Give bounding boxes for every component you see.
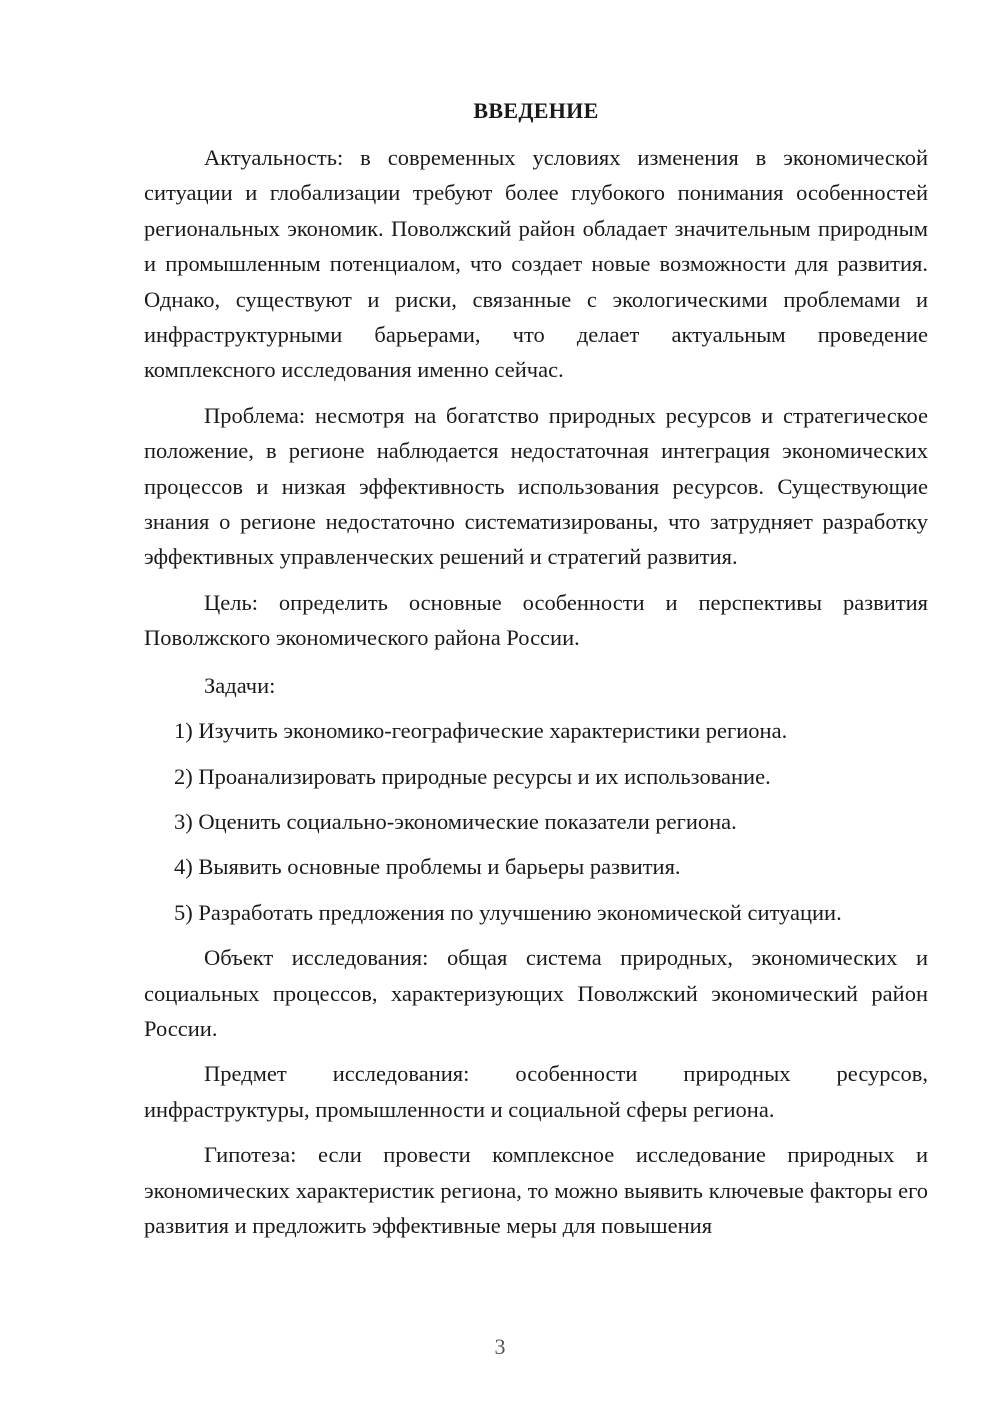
goal-paragraph: Цель: определить основные особенности и перспективы развития Поволжского экономического района России. <box>144 589 928 651</box>
list-item: 4) Выявить основные проблемы и барьеры развития. <box>174 854 681 880</box>
problem-paragraph: Проблема: несмотря на богатство природных ресурсов и стратегическое положение, в регионе наблюдается недостаточная интеграция экономических процессов и низкая эффективность использования ресурсов. Существующие знания о регионе недостаточно систематизированы, что затрудняет разработку эффективных управленческих решений и стратегий развития. <box>144 402 928 570</box>
list-item: 3) Оценить социально-экономические показатели региона. <box>174 808 737 834</box>
section-heading: ВВЕДЕНИЕ <box>473 98 599 123</box>
subject-paragraph: Предмет исследования: особенности природных ресурсов, инфраструктуры, промышленности и социальной сферы региона. <box>144 1061 928 1122</box>
list-item: 5) Разработать предложения по улучшению экономической ситуации. <box>174 899 842 925</box>
list-item: 1) Изучить экономико-географические характеристики региона. <box>174 718 788 744</box>
list-item: 2) Проанализировать природные ресурсы и их использование. <box>174 763 771 789</box>
object-paragraph: Объект исследования: общая система природных, экономических и социальных процессов, характеризующих Поволжский экономический район России. <box>144 945 928 1041</box>
hypothesis-paragraph: Гипотеза: если провести комплексное исследование природных и экономических характеристик региона, то можно выявить ключевые факторы его развития и предложить эффективные меры для повышения <box>144 1142 928 1238</box>
page-number: 3 <box>494 1334 506 1359</box>
tasks-list <box>144 713 928 930</box>
tasks-label: Задачи: <box>204 672 276 698</box>
document-body <box>144 140 928 1243</box>
relevance-paragraph: Актуальность: в современных условиях изменения в экономической ситуации и глобализации требуют более глубокого понимания особенностей региональных экономик. Поволжский район обладает значительным природным и промышленным потенциалом, что создает новые возможности для развития. Однако, существуют и риски, связанные с экологическими проблемами и инфраструктурными барьерами, что делает актуальным проведение комплексного исследования именно сейчас. <box>144 145 928 383</box>
